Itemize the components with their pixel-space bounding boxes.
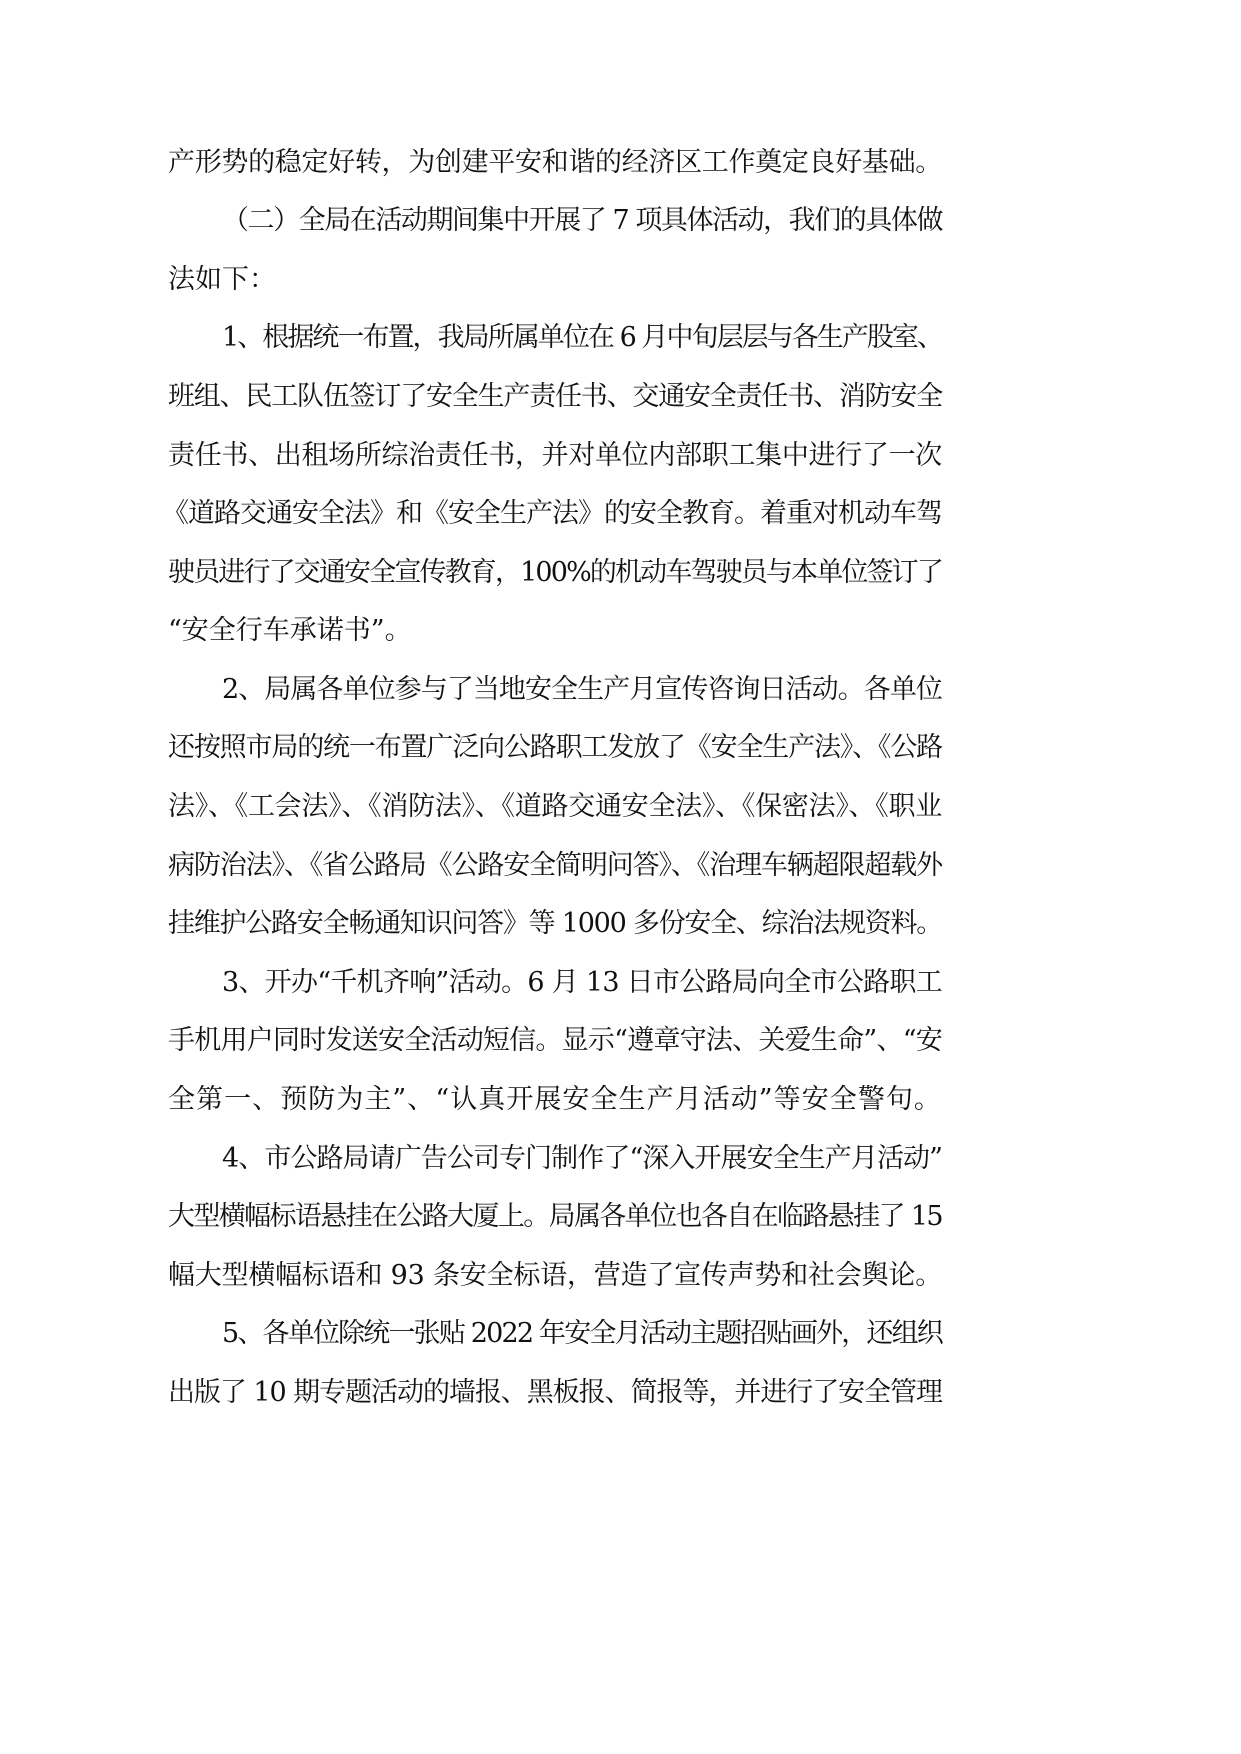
text-line	[0, 377, 1241, 417]
line-text: 3、开办“千机齐响”活动。6 月 13 日市公路局向全市公路职工	[222, 967, 942, 998]
text-line	[0, 260, 1241, 300]
text-line	[0, 787, 1241, 827]
line-text: 产形势的稳定好转，为创建平安和谐的经济区工作奠定良好基础。	[168, 147, 942, 178]
text-line	[0, 728, 1241, 768]
text-line	[0, 611, 1241, 651]
line-text: 还按照市局的统一布置广泛向公路职工发放了《安全生产法》、《公路	[168, 732, 942, 763]
text-line	[0, 670, 1241, 710]
line-text: 幅大型横幅标语和 93 条安全标语，营造了宣传声势和社会舆论。	[168, 1260, 942, 1291]
line-text: 病防治法》、《省公路局《公路安全简明问答》、《治理车辆超限超载外	[168, 850, 942, 881]
text-line	[0, 1080, 1241, 1120]
line-text: 挂维护公路安全畅通知识问答》等 1000 多份安全、综治法规资料。	[168, 908, 942, 939]
line-text: 大型横幅标语悬挂在公路大厦上。局属各单位也各自在临路悬挂了 15	[168, 1201, 942, 1232]
line-text: 驶员进行了交通安全宣传教育，100%的机动车驾驶员与本单位签订了	[168, 557, 942, 588]
line-text: （二）全局在活动期间集中开展了 7 项具体活动，我们的具体做	[222, 205, 942, 236]
text-line	[0, 846, 1241, 886]
text-line	[0, 143, 1241, 183]
line-text: 5、各单位除统一张贴 2022 年安全月活动主题招贴画外，还组织	[222, 1318, 942, 1349]
text-line	[0, 1256, 1241, 1296]
text-line	[0, 553, 1241, 593]
line-text: 法如下：	[168, 264, 276, 295]
text-line	[0, 494, 1241, 534]
line-text: 责任书、出租场所综治责任书，并对单位内部职工集中进行了一次	[168, 440, 942, 471]
line-text: 手机用户同时发送安全活动短信。显示“遵章守法、关爱生命”、“安	[168, 1025, 942, 1056]
line-text: “安全行车承诺书”。	[168, 615, 412, 646]
line-text: 1、根据统一布置，我局所属单位在 6 月中旬层层与各生产股室、	[222, 322, 942, 353]
text-line	[0, 1021, 1241, 1061]
line-text: 班组、民工队伍签订了安全生产责任书、交通安全责任书、消防安全	[168, 381, 942, 412]
text-line	[0, 1139, 1241, 1179]
text-line	[0, 1197, 1241, 1237]
line-text: 全第一、预防为主”、“认真开展安全生产月活动”等安全警句。	[168, 1084, 942, 1115]
text-line	[0, 1314, 1241, 1354]
text-line	[0, 963, 1241, 1003]
line-text: 4、市公路局请广告公司专门制作了“深入开展安全生产月活动”	[222, 1143, 942, 1174]
text-line	[0, 1373, 1241, 1413]
text-line	[0, 904, 1241, 944]
text-line	[0, 436, 1241, 476]
line-text: 《道路交通安全法》和《安全生产法》的安全教育。着重对机动车驾	[162, 498, 942, 529]
line-text: 2、局属各单位参与了当地安全生产月宣传咨询日活动。各单位	[222, 674, 942, 705]
line-text: 出版了 10 期专题活动的墙报、黑板报、简报等，并进行了安全管理	[168, 1377, 942, 1408]
text-line	[0, 201, 1241, 241]
line-text: 法》、《工会法》、《消防法》、《道路交通安全法》、《保密法》、《职业	[168, 791, 942, 822]
text-line	[0, 318, 1241, 358]
